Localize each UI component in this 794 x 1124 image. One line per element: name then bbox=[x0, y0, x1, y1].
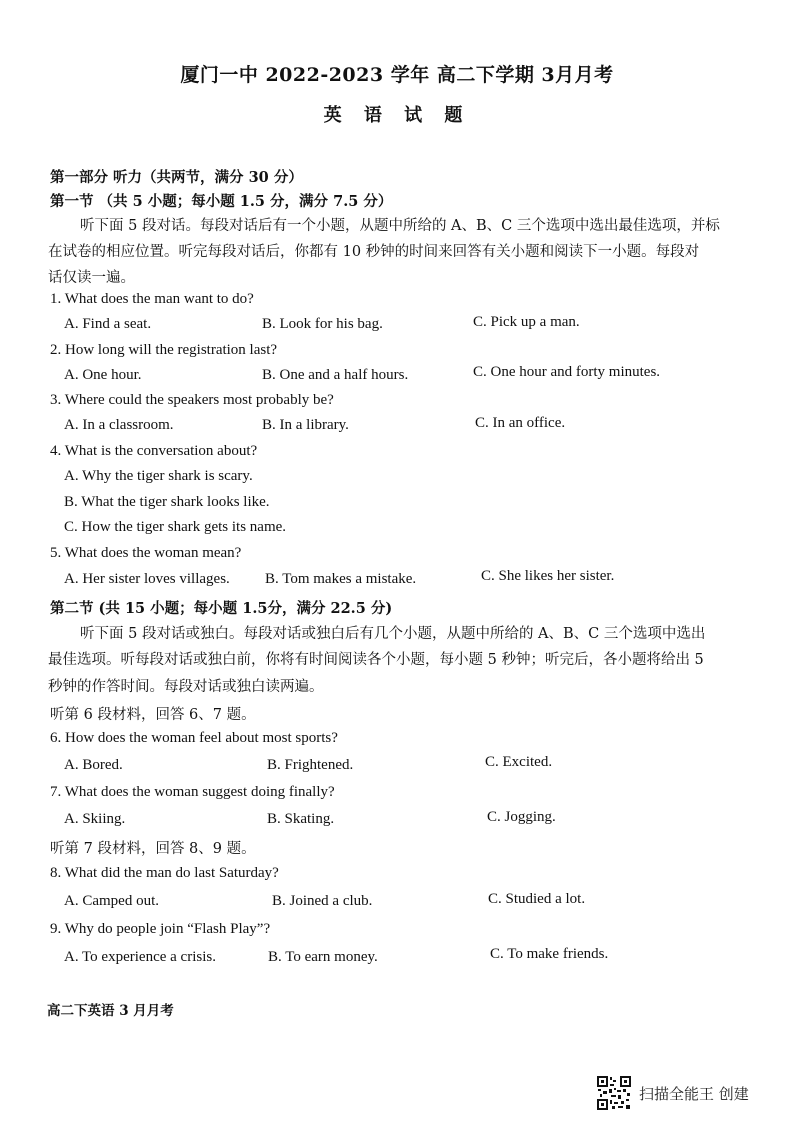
option-b: B. Frightened. bbox=[267, 757, 354, 773]
option-a: A. In a classroom. bbox=[64, 417, 174, 433]
option-c: C. Studied a lot. bbox=[488, 891, 586, 907]
option-b: B. Joined a club. bbox=[272, 893, 373, 909]
question-stem: 7. What does the woman suggest doing finally? bbox=[50, 784, 335, 800]
option-c: C. To make friends. bbox=[490, 946, 609, 962]
section1-instruction-line: 在试卷的相应位置。听完每段对话后，你都有 10 秒钟的时间来回答有关小题和阅读下一小题。每段对 bbox=[48, 244, 700, 260]
question-stem: 9. Why do people join “Flash Play”? bbox=[50, 921, 271, 937]
option-b: B. In a library. bbox=[262, 417, 349, 433]
scanner-watermark: 扫描全能王 创建 bbox=[639, 1085, 749, 1103]
section2-heading: 第二节 (共 15 小题；每小题 1.5分，满分 22.5 分) bbox=[50, 600, 393, 617]
option-b: B. Skating. bbox=[267, 811, 335, 827]
question-stem: 5. What does the woman mean? bbox=[50, 545, 242, 561]
option-b: B. To earn money. bbox=[268, 949, 378, 965]
page-footer: 高二下英语 3 月月考 bbox=[47, 1003, 174, 1019]
option-c: C. One hour and forty minutes. bbox=[473, 364, 661, 380]
section2-instruction-line: 秒钟的作答时间。每段对话或独白读两遍。 bbox=[48, 679, 324, 695]
option-a: A. Why the tiger shark is scary. bbox=[64, 468, 253, 484]
section1-heading: 第一节 （共 5 小题；每小题 1.5 分，满分 7.5 分） bbox=[50, 193, 393, 210]
option-a: A. Skiing. bbox=[64, 811, 126, 827]
question-stem: 2. How long will the registration last? bbox=[50, 342, 278, 358]
qr-code-icon bbox=[596, 1075, 632, 1111]
option-a: A. Bored. bbox=[64, 757, 123, 773]
question-stem: 1. What does the man want to do? bbox=[50, 291, 254, 307]
option-c: C. How the tiger shark gets its name. bbox=[64, 519, 287, 535]
option-b: B. What the tiger shark looks like. bbox=[64, 494, 270, 510]
question-stem: 6. How does the woman feel about most sports? bbox=[50, 730, 338, 746]
option-b: B. One and a half hours. bbox=[262, 367, 409, 383]
option-a: A. Her sister loves villages. bbox=[64, 571, 230, 587]
section2-instruction-line: 听下面 5 段对话或独白。每段对话或独白后有几个小题，从题中所给的 A、B、C 三个选项中选出 bbox=[80, 626, 706, 642]
question-stem: 3. Where could the speakers most probably be? bbox=[50, 392, 334, 408]
option-c: C. Pick up a man. bbox=[473, 314, 580, 330]
option-a: A. Camped out. bbox=[64, 893, 159, 909]
part1-heading: 第一部分 听力（共两节，满分 30 分） bbox=[50, 169, 303, 186]
section1-instruction-line: 话仅读一遍。 bbox=[48, 270, 135, 286]
exam-subtitle: 英 语 试 题 bbox=[323, 105, 471, 126]
material-note: 听第 6 段材料，回答 6、7 题。 bbox=[50, 707, 256, 723]
section1-instruction-line: 听下面 5 段对话。每段对话后有一个小题，从题中所给的 A、B、C 三个选项中选出最佳选项，并标 bbox=[80, 218, 720, 234]
section2-instruction-line: 最佳选项。听每段对话或独白前，你将有时间阅读各个小题，每小题 5 秒钟；听完后，各小题将给出 5 bbox=[48, 652, 704, 668]
option-c: C. She likes her sister. bbox=[481, 568, 615, 584]
option-b: B. Look for his bag. bbox=[262, 316, 383, 332]
option-a: A. One hour. bbox=[64, 367, 142, 383]
material-note: 听第 7 段材料，回答 8、9 题。 bbox=[50, 841, 256, 857]
option-a: A. Find a seat. bbox=[64, 316, 152, 332]
option-b: B. Tom makes a mistake. bbox=[265, 571, 417, 587]
question-stem: 8. What did the man do last Saturday? bbox=[50, 865, 279, 881]
exam-title: 厦门一中 2022-2023 学年 高二下学期 3月月考 bbox=[180, 64, 614, 86]
option-c: C. In an office. bbox=[475, 415, 566, 431]
option-a: A. To experience a crisis. bbox=[64, 949, 216, 965]
question-stem: 4. What is the conversation about? bbox=[50, 443, 258, 459]
option-c: C. Excited. bbox=[485, 754, 553, 770]
option-c: C. Jogging. bbox=[487, 809, 556, 825]
